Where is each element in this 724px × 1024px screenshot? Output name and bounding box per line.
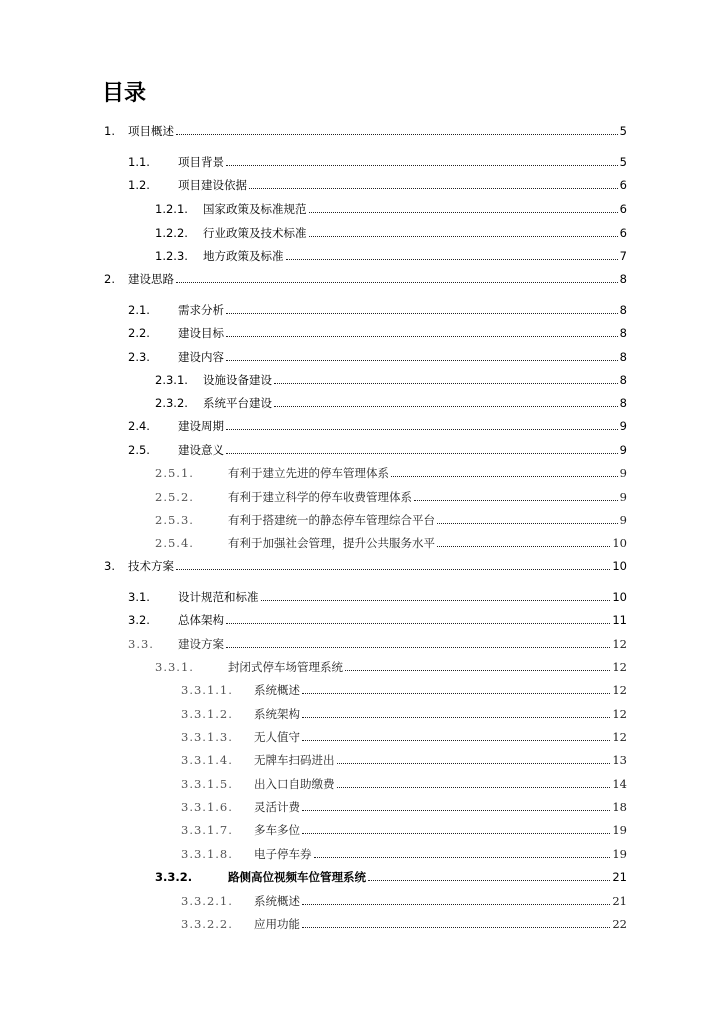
toc-leader (368, 879, 610, 881)
toc-number: 1.2. (128, 178, 150, 192)
toc-number: 3.2. (128, 613, 150, 627)
toc-number: 2.2. (128, 326, 150, 340)
toc-leader (437, 545, 610, 547)
toc-entry[interactable] (128, 172, 627, 192)
toc-page: 9 (619, 490, 627, 504)
toc-title: 建设目标 (178, 326, 224, 340)
toc-entry[interactable] (128, 297, 627, 317)
toc-page: 21 (612, 870, 627, 884)
toc-page: 12 (612, 660, 627, 674)
toc-leader (226, 164, 618, 166)
toc-entry[interactable] (181, 817, 627, 837)
toc-title: 路侧高位视频车位管理系统 (228, 870, 366, 884)
toc-entry[interactable] (155, 530, 627, 550)
toc-leader (176, 568, 610, 570)
toc-number: 3.3.1. (155, 660, 194, 674)
toc-number: 2.3. (128, 350, 150, 364)
toc-page: 11 (612, 613, 627, 627)
toc-entry[interactable] (155, 220, 627, 240)
toc-number: 3.3.1.1. (181, 683, 233, 697)
toc-title: 设施设备建设 (203, 373, 272, 387)
toc-entry[interactable] (128, 320, 627, 340)
toc-page: 6 (619, 178, 627, 192)
toc-title: 有利于建立先进的停车管理体系 (228, 466, 389, 480)
toc-title: 无牌车扫码进出 (254, 753, 335, 767)
toc-number: 1.2.3. (155, 249, 188, 263)
toc-number: 3.3.1.3. (181, 730, 233, 744)
toc-entry[interactable] (181, 794, 627, 814)
toc-number: 1.2.2. (155, 226, 188, 240)
toc-page: 8 (619, 373, 627, 387)
toc-page: 6 (619, 226, 627, 240)
toc-page: 8 (619, 396, 627, 410)
toc-entry[interactable] (104, 266, 627, 286)
toc-entry[interactable] (128, 149, 627, 169)
toc-leader (176, 133, 618, 135)
toc-page: 9 (619, 513, 627, 527)
toc-number: 1.2.1. (155, 202, 188, 216)
toc-number: 2.3.1. (155, 373, 188, 387)
toc-page: 19 (612, 847, 627, 861)
toc-title: 总体架构 (178, 613, 224, 627)
toc-page: 9 (619, 419, 627, 433)
toc-entry[interactable] (181, 771, 627, 791)
toc-page: 10 (612, 559, 627, 573)
toc-leader (302, 716, 610, 718)
toc-number: 3.3. (128, 637, 154, 651)
toc-entry[interactable] (155, 390, 627, 410)
toc-title: 建设思路 (128, 272, 174, 286)
toc-number: 3.3.2.2. (181, 917, 233, 931)
toc-number: 3. (104, 559, 115, 573)
toc-entry[interactable] (155, 460, 627, 480)
toc-entry[interactable] (128, 413, 627, 433)
toc-leader (226, 428, 618, 430)
toc-entry[interactable] (155, 367, 627, 387)
toc-number: 2. (104, 272, 115, 286)
toc-leader (226, 646, 610, 648)
toc-title: 有利于搭建统一的静态停车管理综合平台 (228, 513, 435, 527)
toc-number: 3.3.1.2. (181, 707, 233, 721)
toc-entry[interactable] (155, 864, 627, 884)
toc-entry[interactable] (104, 553, 627, 573)
toc-entry[interactable] (128, 584, 627, 604)
toc-number: 3.3.1.4. (181, 753, 233, 767)
toc-leader (226, 359, 618, 361)
toc-entry[interactable] (181, 747, 627, 767)
toc-entry[interactable] (155, 484, 627, 504)
toc-number: 2.5.2. (155, 490, 194, 504)
toc-entry[interactable] (181, 677, 627, 697)
toc-number: 3.3.1.7. (181, 823, 233, 837)
toc-title: 建设意义 (178, 443, 224, 457)
toc-number: 1.1. (128, 155, 150, 169)
toc-title: 地方政策及标准 (203, 249, 284, 263)
toc-page: 9 (619, 466, 627, 480)
toc-entry[interactable] (181, 701, 627, 721)
toc-title: 需求分析 (178, 303, 224, 317)
toc-leader (261, 599, 611, 601)
toc-page: 22 (612, 917, 627, 931)
toc-entry[interactable] (155, 243, 627, 263)
toc-leader (314, 856, 611, 858)
toc-number: 3.1. (128, 590, 150, 604)
page-title: 目录 (102, 81, 147, 106)
toc-leader (337, 762, 611, 764)
toc-entry[interactable] (181, 841, 627, 861)
toc-leader (302, 926, 610, 928)
toc-leader (286, 258, 618, 260)
toc-number: 3.3.1.5. (181, 777, 233, 791)
toc-page: 12 (612, 707, 627, 721)
toc-leader (302, 903, 610, 905)
toc-leader (226, 622, 610, 624)
toc-page: 14 (612, 777, 627, 791)
toc-leader (302, 692, 610, 694)
toc-leader (391, 475, 618, 477)
toc-title: 设计规范和标准 (178, 590, 259, 604)
toc-page: 12 (612, 637, 627, 651)
toc-entry[interactable] (181, 888, 627, 908)
toc-title: 无人值守 (254, 730, 300, 744)
toc-leader (437, 522, 618, 524)
toc-entry[interactable] (181, 911, 627, 931)
toc-page: 21 (612, 894, 627, 908)
toc-leader (414, 499, 618, 501)
toc-page: 12 (612, 683, 627, 697)
toc-page: 12 (612, 730, 627, 744)
toc-leader (176, 281, 618, 283)
toc-number: 3.3.2. (155, 870, 193, 884)
toc-title: 项目背景 (178, 155, 224, 169)
toc-number: 1. (104, 124, 115, 138)
toc-title: 技术方案 (128, 559, 174, 573)
toc-title: 建设内容 (178, 350, 224, 364)
toc-title: 建设周期 (178, 419, 224, 433)
toc-page: 5 (619, 155, 627, 169)
toc-leader (226, 452, 618, 454)
toc-entry[interactable] (155, 654, 627, 674)
toc-leader (309, 211, 618, 213)
toc-page: 18 (612, 800, 627, 814)
toc-page: 8 (619, 272, 627, 286)
toc-entry[interactable] (128, 344, 627, 364)
toc-title: 系统架构 (254, 707, 300, 721)
toc-number: 2.1. (128, 303, 150, 317)
toc-title: 出入口自助缴费 (254, 777, 335, 791)
toc-entry[interactable] (128, 631, 627, 651)
toc-page: 6 (619, 202, 627, 216)
toc-page: 10 (612, 536, 627, 550)
toc-title: 系统概述 (254, 683, 300, 697)
toc-leader (345, 669, 610, 671)
toc-title: 应用功能 (254, 917, 300, 931)
toc-leader (274, 405, 618, 407)
toc-page: 9 (619, 443, 627, 457)
toc-entry[interactable] (104, 118, 627, 138)
toc-leader (226, 312, 618, 314)
toc-number: 2.5.4. (155, 536, 194, 550)
toc-leader (309, 235, 618, 237)
toc-title: 灵活计费 (254, 800, 300, 814)
toc-page: 8 (619, 350, 627, 364)
toc-entry[interactable] (128, 607, 627, 627)
toc-entry[interactable] (128, 437, 627, 457)
toc-leader (274, 382, 618, 384)
toc-number: 2.4. (128, 419, 150, 433)
toc-page: 8 (619, 326, 627, 340)
toc-page: 5 (619, 124, 627, 138)
toc-title: 有利于加强社会管理，提升公共服务水平 (228, 536, 435, 550)
toc-leader (302, 739, 610, 741)
toc-title: 系统概述 (254, 894, 300, 908)
toc-leader (337, 786, 611, 788)
toc-number: 3.3.1.6. (181, 800, 233, 814)
toc-title: 国家政策及标准规范 (203, 202, 307, 216)
toc-page: 8 (619, 303, 627, 317)
toc-title: 系统平台建设 (203, 396, 272, 410)
toc-title: 电子停车券 (254, 847, 312, 861)
toc-title: 有利于建立科学的停车收费管理体系 (228, 490, 412, 504)
toc-leader (226, 335, 618, 337)
toc-page: 7 (619, 249, 627, 263)
toc-title: 建设方案 (178, 637, 224, 651)
toc-title: 项目建设依据 (178, 178, 247, 192)
toc-number: 2.3.2. (155, 396, 188, 410)
toc-number: 2.5. (128, 443, 150, 457)
toc-number: 2.5.3. (155, 513, 194, 527)
toc-number: 3.3.2.1. (181, 894, 233, 908)
toc-leader (302, 809, 610, 811)
toc-title: 多车多位 (254, 823, 300, 837)
toc-number: 3.3.1.8. (181, 847, 233, 861)
toc-title: 封闭式停车场管理系统 (228, 660, 343, 674)
toc-leader (302, 832, 610, 834)
toc-entry[interactable] (181, 724, 627, 744)
toc-title: 行业政策及技术标准 (203, 226, 307, 240)
toc-number: 2.5.1. (155, 466, 194, 480)
toc-entry[interactable] (155, 507, 627, 527)
toc-page: 10 (612, 590, 627, 604)
toc-page: 19 (612, 823, 627, 837)
toc-entry[interactable] (155, 196, 627, 216)
toc-page: 13 (612, 753, 627, 767)
toc-title: 项目概述 (128, 124, 174, 138)
toc-leader (249, 187, 618, 189)
